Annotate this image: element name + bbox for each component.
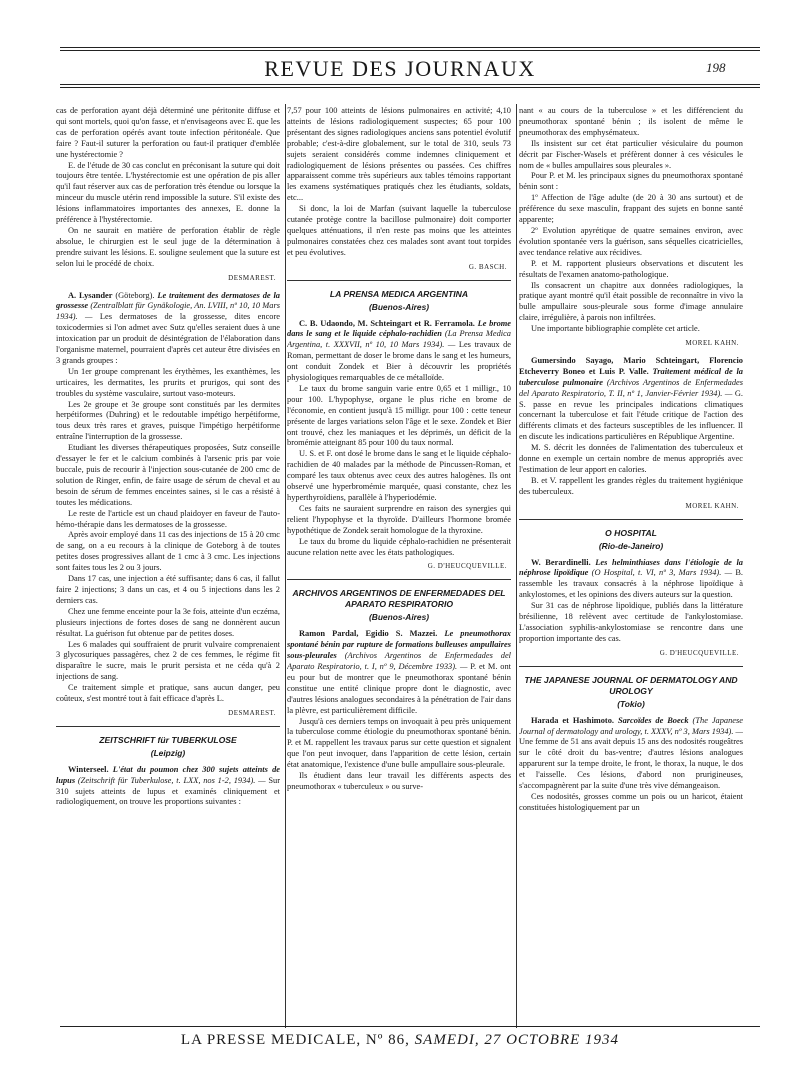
article-text: Sur 310 sujets atteints de lupus et examinés cliniquement et radiologiquement, on trouve les proportions suivantes : — [56, 775, 280, 807]
paragraph: Ils étudient dans leur travail les différents aspects des pneumothorax « tuberculeux » ou surve- — [287, 771, 511, 791]
paragraph: Ce traitement simple et pratique, sans aucun danger, peu coûteux, s'est montré tout à fait efficace d'après L. — [56, 683, 280, 704]
journal-city: (Buenos-Aires) — [368, 301, 430, 312]
paragraph: Si donc, la loi de Marfan (suivant laquelle la tuberculose cutanée protège contre la bacillose pulmonaire) doit comporter quelques atténuations, il n'en reste pas moins que les atteintes pulmonaires constatées chez ces malades sont avant tout torpides et peu évolutives. — [287, 204, 511, 257]
article-harada — [519, 716, 743, 792]
journal-city: (Rio-de-Janeiro) — [598, 540, 664, 551]
paragraph: 2º Evolution apyrétique de quatre semaines environ, avec évolution spontanée vers la guérison, sans séquelles cicatricielles, avec tendance relative aux récidives. — [519, 225, 743, 257]
signature: MOREL KAHN. — [685, 339, 739, 348]
paragraph: Chez une femme enceinte pour la 3e fois, atteinte d'un eczéma, plusieurs injections de fortes doses de sang ne donnèrent aucun résultat. La guérison fut obtenue par de petites doses. — [56, 606, 280, 638]
signature: G. D'HEUCQUEVILLE. — [427, 562, 507, 571]
journal-heading: ZEITSCHRIFT für TUBERKULOSE — [99, 734, 237, 745]
article-author: Winterseel. — [68, 764, 109, 774]
article-author: W. Berardinelli. — [531, 557, 591, 567]
paragraph: Pour P. et M. les principaux signes du pneumothorax spontané bénin sont : — [519, 171, 743, 192]
article-title: Le traitement des dermatoses de la grossesse — [56, 290, 280, 311]
article-udaondo — [287, 319, 511, 384]
paragraph: Après avoir employé dans 11 cas des injections de 15 à 20 cmc de sang, on a eu recours à la clinique de Goteborg à de toutes petites doses progressives allant de 1 cmc à 3 cmc. Les injections sont faites tous les 2 ou 3 jours. — [56, 530, 280, 573]
page-footer — [0, 1032, 800, 1049]
article-title: L'état du poumon chez 300 sujets atteints de lupus — [56, 764, 280, 785]
article-sayago — [519, 356, 743, 443]
signature: G. BASCH. — [468, 262, 507, 271]
article-winterseel — [56, 765, 280, 809]
paragraph: cas de perforation ayant déjà déterminé une péritonite diffuse et qui sont mortels, quoi qu'on fasse, et n'envisageons avec E. que les cas de perforation opérés avant toute infection péritonéale. Que faire ? Faut-il suturer la perforation ou faut-il pratiquer d'emblée une hystérectomie ? — [56, 106, 280, 159]
section-separator — [287, 280, 511, 281]
footer-journal: LA PRESSE MEDICALE, Nº 86, — [180, 1032, 410, 1048]
paragraph: Ces nodosités, grosses comme un pois ou un haricot, étaient constituées histologiquement par un — [519, 791, 743, 812]
section-separator — [287, 579, 511, 580]
article-author: Ramon Pardal, Egidio S. Mazzei. — [299, 629, 438, 639]
paragraph: U. S. et F. ont dosé le brome dans le sang et le liquide céphalo-rachidien de 40 malades par la méthode de Pincussen-Roman, et comparé les taux obtenus avec ceux des autres halogènes. Ils ont observé une hyperbromémie marquée, quasi constante, chez les hyperthyroïdiens, parallèle à l'hyperiodémie. — [287, 449, 511, 502]
paragraph: E. de l'étude de 30 cas conclut en préconisant la suture qui doit toujours être tentée. L'hystérectomie est une opération de pis aller qu'il faut réserver aux cas de perforation très étendue ou lorsque la minceur du muscle utérin rend impossible la suture. S'il existe des lésions inflammatoires importantes des annexes, E. donne la préférence à l'hystérectomie. — [56, 160, 280, 225]
paragraph: Une importante bibliographie complète cet article. — [531, 324, 700, 334]
paragraph: nant « au cours de la tuberculose » et les différencient du pneumothorax spontané bénin ; ils isolent de même le pneumothorax des emphysémateux. — [519, 106, 743, 137]
signature: DESMAREST. — [228, 273, 276, 282]
article-reference: (The Japanese Journal of dermatology and urology, t. XXXV, nº 3, Mars 1934). — — [519, 715, 743, 736]
column-divider-2 — [516, 104, 517, 1028]
journal-heading: THE JAPANESE JOURNAL OF DERMATOLOGY AND UROLOGY — [524, 674, 738, 696]
article-reference: (La Prensa Medica Argentina, t. XXXVII, nº 10, 10 Mars 1934). — — [287, 329, 511, 350]
journal-city: (Tokio) — [617, 698, 645, 709]
paragraph: Le reste de l'article est un chaud plaidoyer en faveur de l'auto-hémo-thérapie dans les dermatoses de la grossesse. — [56, 508, 280, 529]
article-lysander — [56, 291, 280, 367]
article-author: C. B. Udaondo, M. Schteingart et R. Ferramola. — [299, 318, 475, 328]
footer-date: SAMEDI, 27 OCTOBRE 1934 — [414, 1032, 620, 1048]
signature: G. D'HEUCQUEVILLE. — [659, 648, 739, 657]
article-text: Les dermatoses de la grossesse, dites encore toxicodermies si l'on admet avec Sutz qu'elles seraient dues à une intoxication par un produit de désintégration de l'élaboration dans l'organisme maternel, pourraient d'après cet auteur être divisées en 3 grands groupes : — [56, 312, 280, 365]
article-title: Les helminthiases dans l'étiologie de la néphrose lipoïdique — [519, 557, 743, 578]
article-title: Traitement médical de la tuberculose pulmonaire — [519, 366, 743, 387]
article-author: A. Lysander — [68, 290, 113, 300]
footer-rule — [60, 1026, 760, 1027]
article-text: G. S. passe en revue les principales indications climatiques concernant la tuberculose et fait l'étude critique de l'action des différents climats et des facteurs susceptibles de les influencer. Il en discute les indications particulières en République Argentine. — [519, 388, 743, 442]
article-reference: (Zentralblatt für Gynäkologie, An. LVIII, nº 10, 10 Mars 1934). — — [56, 301, 280, 322]
article-text: Une femme de 51 ans avait depuis 15 ans des nodosités rougeâtres sur le côté droit du bas-ventre; d'autres lésions analogues apparurent sur la tempe droite, le front, le thorax, la nuque, le dos et l'aisselle. Ces lésions, d'abord non prurigineuses, s'accompagnèrent par la suite d'une très vive démangeaison. — [519, 737, 743, 791]
paragraph: Dans 17 cas, une injection a été suffisante; dans 6 cas, il fallut faire 2 injections; 3 dans un cas, et 4 ou 5 injections dans les 2 derniers cas. — [56, 574, 280, 605]
paragraph: Sur 31 cas de néphrose lipoïdique, publiés dans la littérature brésilienne, 18 relèvent avec certitude de l'ankylostomiase. L'association syphilis-ankylostomiase se rencontre dans une proportion importante des cas. — [519, 601, 743, 643]
journal-city: (Buenos-Aires) — [368, 612, 430, 623]
column-divider-1 — [285, 104, 286, 1028]
header-rule-top — [60, 47, 760, 48]
paragraph: Les 2e groupe et 3e groupe sont constitués par les dermites herpétiformes (Duhring) et le redoutable impétigo herpétiforme, tous deux très rares et graves, puisque l'impétigo herpétiforme entraîne l'interruption de la grossesse. — [56, 399, 280, 442]
paragraph: Les 6 malades qui souffraient de prurit vulvaire comprenaient 3 glycosuriques passagères, chez 2 de ces femmes, le régime fit disparaître le sucre, mais le prurit persista et ne céda qu'à 2 injections de sang. — [56, 639, 280, 682]
paragraph: M. S. décrit les données de l'alimentation des tuberculeux et donne en exemple un certain nombre de menus appropriés avec l'estimation de leur apport en calories. — [519, 443, 743, 474]
article-text: Les travaux de Roman, permettant de doser le brome dans le sang et les humeurs, ont conduit Zondek et Bier à découvrir les propriétés physiologiques remarquables de ce métalloïde. — [287, 340, 511, 383]
article-reference: (Archivos Argentinos de Enfermedades del Aparato Respiratorio, t. I, nº 9, Décembre 1933). — — [287, 651, 511, 671]
paragraph: Le taux du brome sanguin varie entre 0,65 et 1 milligr., 10 pour 100. L'hypophyse, organe le plus riche en brome de l'économie, en contient jusqu'à 15 milligr. pour 100 : cette teneur présente de larges variations selon l'âge et le sexe. Zondek et Bier ont trouvé, chez les maniaques et les déprimés, un déficit de la bromémie atteignant 85 pour 100 du taux normal. — [287, 383, 511, 448]
article-title: Sarcoïdes de Boeck — [614, 715, 689, 725]
journal-city: (Leipzig) — [150, 747, 186, 758]
paragraph: Etudiant les diverses thérapeutiques proposées, Sutz conseille d'essayer le fer et le calcium combinés à l'arsenic pris par voie buccale, puis de recourir à l'injection sous-cutanée de 200 cmc de solution de Ringer, enfin, de faire usage de sérum de cheval et au besoin de sérum de femmes enceintes saines, si le cas a résisté à toutes les médications. — [56, 443, 280, 507]
page-title: REVUE DES JOURNAUX — [264, 56, 536, 81]
article-berardinelli — [519, 558, 743, 602]
article-text: P. et M. ont eu pour but de montrer que le pneumothorax spontané bénin constitue une entité clinique propre dont le diagnostic, avec d'autres lésions analogues secondaires à la pénétration de l'air dans la plèvre, est particulièrement difficile. — [287, 661, 511, 715]
journal-heading: LA PRENSA MEDICA ARGENTINA — [329, 288, 469, 299]
article-reference: (Zeitschrift für Tuberkulose, t. LXX, nos 1-2, 1934). — — [75, 775, 269, 785]
column-1 — [56, 106, 280, 1024]
article-location: (Göteborg). — [112, 290, 158, 300]
header-rule-bottom — [60, 84, 760, 85]
page-number: 198 — [706, 60, 726, 75]
paragraph: 1º Affection de l'âge adulte (de 20 à 30 ans surtout) et de préférence du sexe masculin, frappant des sujets en bonne santé apparente; — [519, 193, 743, 225]
paragraph: B. et V. rappellent les grandes règles du traitement hygiénique des tuberculeux. — [519, 475, 743, 496]
header-rule-top-2 — [60, 50, 760, 51]
article-title: Le brome dans le sang et le liquide céphalo-rachidien — [287, 318, 511, 339]
article-reference: (O Hospital, t. VI, nº 3, Mars 1934). — — [588, 568, 736, 578]
article-reference: (Archivos Argentinos de Enfermedades del Aparato Respiratorio, T. II, nº 1, Janvier-Février 1934). — — [519, 377, 743, 398]
article-text: B. rassemble les travaux consacrés à la néphrose lipoïdique à ankylostomes, et les opinions des divers auteurs sur la question. — [519, 568, 743, 600]
section-separator — [56, 726, 280, 727]
paragraph: Un 1er groupe comprenant les érythèmes, les exanthèmes, les urticaires, les dermatites, les prurits et prurigos, qui sont des troubles du système vasculaire, surtout vaso-moteurs. — [56, 366, 280, 398]
paragraph: 7,57 pour 100 atteints de lésions pulmonaires en activité; 4,10 atteints de lésions radiologiquement suspectes; 65 pour 100 présentant des signes radiologiques anciens sans potentiel évolutif probable; c'est-à-dire globalement, sur le total de 310, seuls 73 sujets seraient considérés comme indemnes cliniquement et radiologiquement de lésions présentes ou passées. Ces chiffres apparaissent comme très supérieurs aux tables témoins rapportant les examens systématiques pratiqués chez les étudiants, soldats, etc... — [287, 106, 511, 203]
signature: MOREL KAHN. — [685, 501, 739, 510]
article-pardal — [287, 629, 511, 716]
section-separator — [519, 519, 743, 520]
paragraph: Ces faits ne sauraient surprendre en raison des synergies qui relient l'hypophyse et la thyroïde. D'ailleurs l'hormone bromée hypothétique de Zondek serait homologue de la thyroxine. — [287, 503, 511, 535]
article-author: Harada et Hashimoto. — [531, 715, 615, 725]
column-2 — [287, 106, 511, 1024]
signature: DESMAREST. — [228, 708, 276, 717]
paragraph: Le taux du brome du liquide céphalo-rachidien ne présenterait aucune relation nette avec les états pathologiques. — [287, 536, 511, 557]
header-rule-bottom-2 — [60, 87, 760, 88]
paragraph: P. et M. rapportent plusieurs observations et discutent les résultats de l'examen anatomo-pathologique. — [519, 258, 743, 279]
paragraph: Jusqu'à ces derniers temps on invoquait à peu près uniquement la tuberculose comme étiologie du pneumothorax spontané bénin. P. et M. rappellent les travaux parus sur cette question et signalent que l'on peut invoquer, dans l'apparition de cette lésion, certain état anatomique, l'existence d'une bulle ampullaire sous-pleurale. — [287, 716, 511, 770]
paragraph: On ne saurait en matière de perforation établir de règle absolue, le chirurgien est le seul juge de la détermination à prendre suivant les lésions. E. souligne seulement que la suture est selon lui le procédé de choix. — [56, 225, 280, 268]
paragraph: Ils insistent sur cet état particulier vésiculaire du poumon décrit par Fischer-Wasels et préfèrent donner à ces vésicules le nom de « bulles ampullaires sous pleurales ». — [519, 138, 743, 170]
article-title: Le pneumothorax spontané bénin par rupture de formations bulleuses ampullaires sous-pleurales — [287, 629, 511, 661]
paragraph: Ils consacrent un chapitre aux données radiologiques, la pratique ayant montré qu'il était possible de reconnaître in vivo la bulle ampullaire sous-pleurale sous forme d'image annulaire claire, irrégulière, à parois non infiltrées. — [519, 280, 743, 323]
journal-heading: O HOSPITAL — [605, 527, 657, 538]
journal-heading: ARCHIVOS ARGENTINOS DE ENFERMEDADES DEL APARATO RESPIRATORIO — [292, 588, 506, 610]
section-separator — [519, 666, 743, 667]
column-3 — [519, 106, 743, 1024]
article-author: Gumersindo Sayago, Mario Schteingart, Florencio Etcheverry Boneo et Luis P. Valle. — [519, 355, 743, 376]
